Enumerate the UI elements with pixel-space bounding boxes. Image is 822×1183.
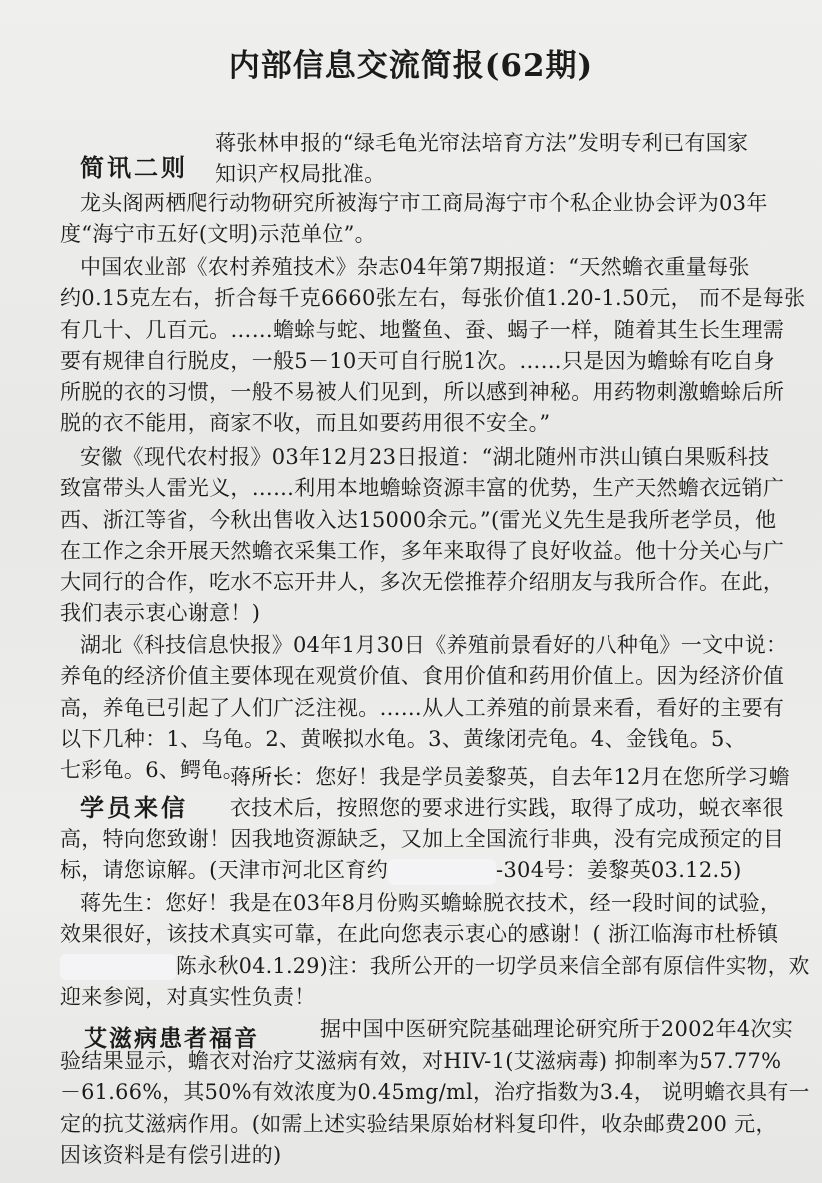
text-line: 龙头阁两栖爬行动物研究所被海宁市工商局海宁市个私企业协会评为03年 [80, 191, 768, 215]
text-line: 中国农业部《农村养殖技术》杂志04年第7期报道：“天然蟾衣重量每张 [80, 255, 750, 279]
redaction-mark [388, 859, 496, 885]
text-line: 在工作之余开展天然蟾衣采集工作，多年来取得了良好收益。他十分关心与广 [60, 538, 785, 563]
text-line: 蒋所长：您好！我是学员姜黎英，自去年12月在您所学习蟾 [230, 765, 790, 789]
text-line: 迎来参阅，对真实性负责！ [60, 984, 316, 1009]
text-line: 约0.15克左右，折合每千克6660张左右，每张价值1.20-1.50元， 而不是每张 [60, 286, 806, 311]
text-line: 要有规律自行脱皮，一般5－10天可自行脱1次。……只是因为蟾蜍有吃自身 [60, 348, 775, 373]
text-line: 效果很好，该技术真实可靠，在此向您表示衷心的感谢！( 浙江临海市杜桥镇 [60, 922, 779, 947]
text-segment: 标，请您谅解。(天津市河北区育约 [60, 858, 388, 883]
aids-intro [320, 1014, 793, 1045]
text-line: 有几十、几百元。……蟾蜍与蛇、地鳖鱼、蚕、蝎子一样，随着其生长生理需 [60, 317, 785, 342]
text-line: 度“海宁市五好(文明)示范单位”。 [60, 222, 376, 247]
text-segment: 陈永秋04.1.29)注：我所公开的一切学员来信全部有原信件实物，欢 [175, 953, 810, 978]
text-line: －61.66%，其50%有效浓度为0.45mg/ml，治疗指数为3.4， 说明蟾衣具有一 [60, 1080, 810, 1105]
text-line: 验结果显示，蟾衣对治疗艾滋病有效，对HIV-1(艾滋病毒) 抑制率为57.77% [60, 1049, 782, 1073]
text-line: 西、浙江等省，今秋出售收入达15000余元。”(雷光义先生是我所老学员，他 [60, 507, 777, 532]
text-line: 蒋张林申报的“绿毛龟光帘法培育方法”发明专利已有国家 [215, 131, 749, 155]
aids-body [60, 1046, 810, 1171]
document-title: 内部信息交流简报(62期) [228, 48, 594, 84]
section-heading-news: 简讯二则 [80, 154, 188, 182]
letter-1-intro [230, 762, 790, 825]
text-segment: -304号：姜黎英03.12.5) [496, 858, 742, 883]
text-line: 定的抗艾滋病作用。(如需上述实验结果原始材料复印件，收杂邮费200 元， [60, 1111, 777, 1136]
text-line: 高，养龟已引起了人们广泛注视。……从人工养殖的前景来看，看好的主要有 [60, 695, 785, 720]
news-paragraph-2 [60, 252, 806, 440]
text-line: 我们表示衷心谢意！) [60, 601, 261, 626]
text-line: 七彩龟。6、鳄龟。…… [60, 758, 287, 783]
text-line: 大同行的合作，吃水不忘开井人，多次无偿推荐介绍朋友与我所合作。在此， [60, 570, 785, 595]
letter-2-body [60, 888, 810, 1013]
text-line-redacted [60, 951, 810, 982]
text-line: 安徽《现代农村报》03年12月23日报道：“湖北随州市洪山镇白果贩科技 [80, 445, 770, 469]
text-line: 致富带头人雷光义，……利用本地蟾蜍资源丰富的优势，生产天然蟾衣远销广 [60, 476, 785, 501]
news-paragraph-1 [60, 188, 798, 251]
redaction-mark [60, 954, 176, 980]
text-line: 据中国中医研究院基础理论研究所于2002年4次实 [320, 1017, 794, 1041]
text-line: 因该资料是有偿引进的) [60, 1142, 282, 1167]
text-line: 养龟的经济价值主要体现在观赏价值、食用价值和药用价值上。因为经济价值 [60, 664, 785, 689]
text-line: 蒋先生：您好！我是在03年8月份购买蟾蜍脱衣技术，经一段时间的试验， [80, 891, 782, 915]
text-line: 衣技术后，按照您的要求进行实践，取得了成功，蜕衣率很 [230, 796, 784, 821]
letter-1-body [60, 824, 798, 887]
news-intro [215, 128, 748, 191]
text-line: 以下几种：1、乌龟。2、黄喉拟水龟。3、黄缘闭壳龟。4、金钱龟。5、 [60, 726, 747, 751]
text-line: 湖北《科技信息快报》04年1月30日《养殖前景看好的八种龟》一文中说： [80, 633, 788, 657]
text-line: 脱的衣不能用，商家不收，而且如要药用很不安全。” [60, 411, 551, 436]
section-heading-letters: 学员来信 [80, 794, 188, 822]
text-line-redacted [60, 855, 798, 886]
text-line: 知识产权局批准。 [215, 162, 386, 187]
news-paragraph-3 [60, 442, 798, 630]
text-line: 所脱的衣的习惯，一般不易被人们见到，所以感到神秘。用药物刺激蟾蜍后所 [60, 380, 785, 405]
text-line: 高，特向您致谢！因我地资源缺乏，又加上全国流行非典，没有完成预定的目 [60, 827, 785, 851]
section-heading-aids: 艾滋病患者福音 [84, 1026, 259, 1052]
